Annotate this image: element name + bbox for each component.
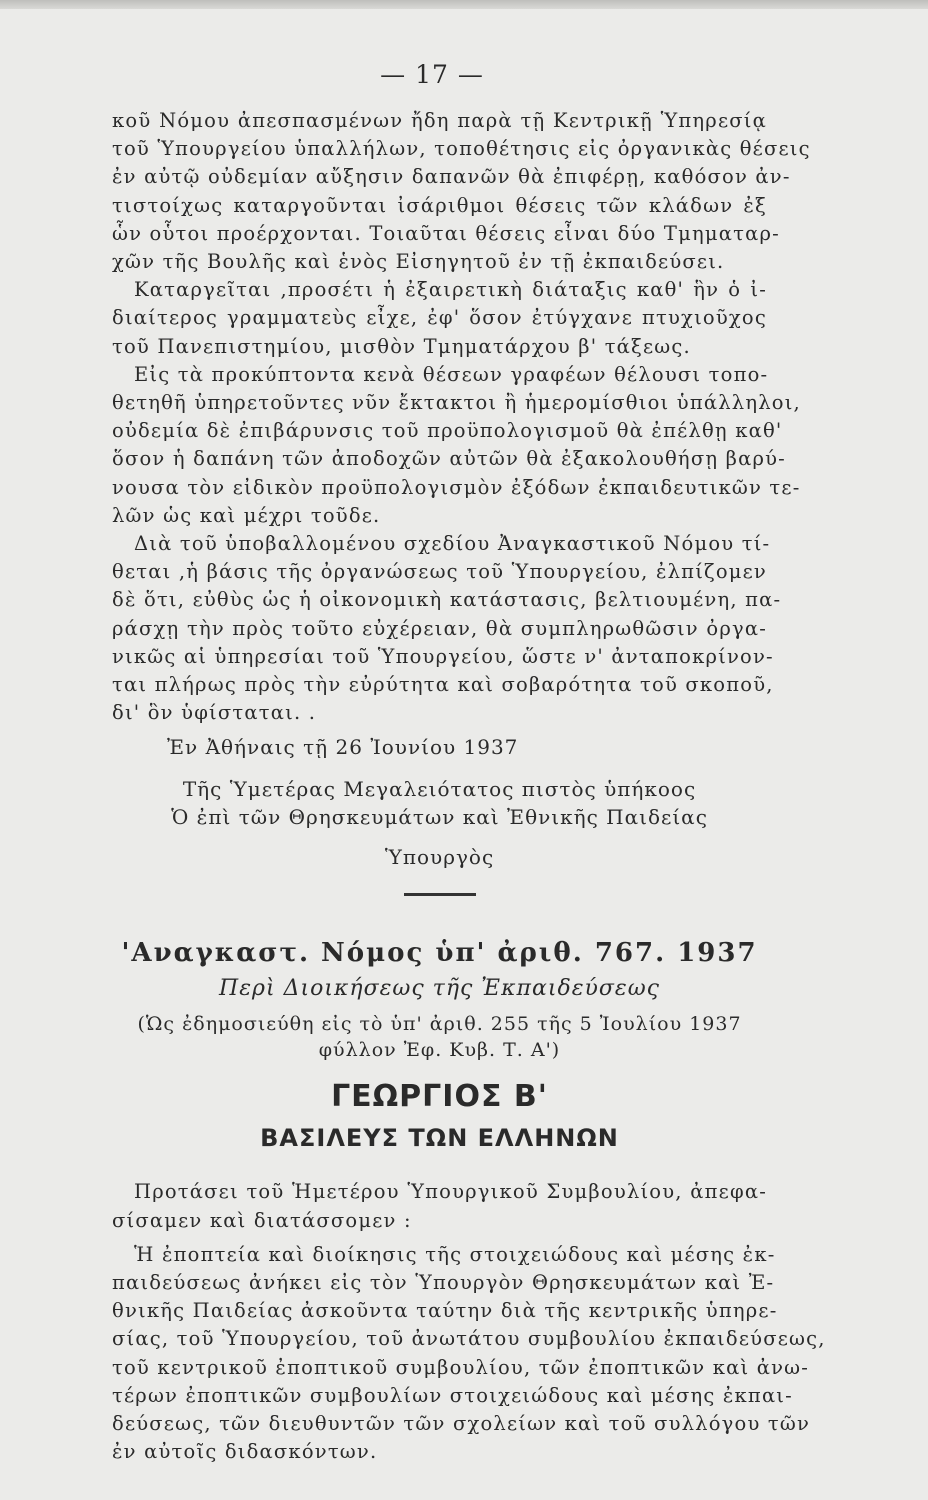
law-subtitle: Περὶ Διοικήσεως τῆς Ἐκπαιδεύσεως — [219, 976, 660, 1002]
text-line: θεται ,ἡ βάσις τῆς ὀργανώσεως τοῦ Ὑπουργείου, ἐλπίζομεν — [112, 560, 767, 584]
paragraph-2 — [112, 276, 767, 361]
text-line: κοῦ Νόμου ἀπεσπασμένων ἤδη παρὰ τῇ Κεντρικῇ Ὑπηρεσίᾳ — [112, 109, 767, 132]
document-page — [112, 60, 826, 1467]
king-title: ΒΑΣΙΛΕΥΣ ΤΩΝ ΕΛΛΗΝΩΝ — [260, 1124, 619, 1153]
king-name: ΓΕΩΡΓΙΟΣ Β' — [331, 1079, 548, 1115]
text-line: Προτάσει τοῦ Ἡμετέρου Ὑπουργικοῦ Συμβουλίου, ἀπεφα- — [134, 1180, 767, 1204]
signature-line: Ὁ ἐπὶ τῶν Θρησκευμάτων καὶ Ἐθνικῆς Παιδείας — [171, 805, 708, 830]
text-line: ράσχῃ τὴν πρὸς τοῦτο εὐχέρειαν, θὰ συμπληρωθῶσιν ὀργα- — [112, 616, 767, 640]
text-line: σίας, τοῦ Ὑπουργείου, τοῦ ἀνωτάτου συμβουλίου ἐκπαιδεύσεως, — [112, 1327, 826, 1351]
text-line: θνικῆς Παιδείας ἀσκοῦντα ταύτην διὰ τῆς κεντρικῆς ὑπηρε- — [112, 1299, 778, 1323]
text-line: τοῦ Ὑπουργείου ὑπαλλήλων, τοποθέτησις εἰς ὀργανικὰς θέσεις — [112, 137, 811, 161]
text-line: νουσα τὸν εἰδικὸν προϋπολογισμὸν ἐξόδων ἐκπαιδευτικῶν τε- — [112, 475, 801, 499]
text-line: ὧν οὗτοι προέρχονται. Τοιαῦται θέσεις εἶναι δύο Τμηματαρ- — [112, 221, 780, 245]
signature-block — [112, 775, 767, 871]
minister-title: Ὑπουργὸς — [384, 845, 495, 870]
text-line: Εἰς τὰ προκύπτοντα κενὰ θέσεων γραφέων θέλουσι τοπο- — [134, 362, 769, 386]
text-line: ἐν αὐτῷ οὐδεμίαν αὔξησιν δαπανῶν θὰ ἐπιφέρῃ, καθόσον ἀν- — [112, 165, 791, 189]
text-line: δὲ ὅτι, εὐθὺς ὡς ἡ οἰκονομικὴ κατάστασις, βελτιουμένη, πα- — [112, 588, 782, 612]
text-line: Καταργεῖται ,προσέτι ἡ ἐξαιρετικὴ διάταξις καθ' ἣν ὁ ἰ- — [134, 278, 767, 302]
text-line: θετηθῆ ὑπηρετοῦντες νῦν ἔκτακτοι ἢ ἡμερομίσθιοι ὑπάλληλοι, — [112, 391, 801, 415]
text-line: χῶν τῆς Βουλῆς καὶ ἑνὸς Εἰσηγητοῦ ἐν τῇ ἐκπαιδεύσει. — [112, 250, 725, 274]
text-line: τοῦ κεντρικοῦ ἐποπτικοῦ συμβουλίου, τῶν ἐποπτικῶν καὶ ἀνω- — [112, 1355, 810, 1379]
text-line: Διὰ τοῦ ὑποβαλλομένου σχεδίου Ἀναγκαστικοῦ Νόμου τί- — [134, 532, 771, 556]
text-line: τέρων ἐποπτικῶν συμβουλίων στοιχειώδους καὶ μέσης ἐκπαι- — [112, 1383, 793, 1407]
text-line: νικῶς αἱ ὑπηρεσίαι τοῦ Ὑπουργείου, ὥστε ν' ἀνταποκρίνον- — [112, 644, 774, 668]
text-line: σίσαμεν καὶ διατάσσομεν : — [112, 1208, 412, 1232]
publication-line: φύλλον Ἐφ. Κυβ. Τ. Α') — [318, 1039, 561, 1062]
paragraph-5 — [112, 1178, 767, 1234]
text-line: Ἡ ἐποπτεία καὶ διοίκησις τῆς στοιχειώδους καὶ μέσης ἐκ- — [134, 1242, 776, 1266]
paragraph-3 — [112, 361, 801, 530]
text-line: δεύσεως, τῶν διευθυντῶν τῶν σχολείων καὶ τοῦ συλλόγου τῶν — [112, 1412, 811, 1436]
section-divider — [404, 893, 476, 896]
text-line: ται πλήρως πρὸς τὴν εὐρύτητα καὶ σοβαρότητα τοῦ σκοποῦ, — [112, 673, 774, 697]
page-top-edge — [0, 0, 928, 9]
text-line: παιδεύσεως ἀνήκει εἰς τὸν Ὑπουργὸν Θρησκευμάτων καὶ Ἐ- — [112, 1271, 775, 1295]
page-number: — 17 — — [380, 60, 484, 89]
text-line: λῶν ὡς καὶ μέχρι τοῦδε. — [112, 503, 381, 527]
text-line: διαίτερος γραμματεὺς εἶχε, ἐφ' ὅσον ἐτύγχανε πτυχιοῦχος — [112, 306, 767, 330]
signature-line: Τῆς Ὑμετέρας Μεγαλειότατος πιστὸς ὑπήκοος — [182, 777, 697, 802]
date-line: Ἐν Ἀθήναις τῇ 26 Ἰουνίου 1937 — [167, 735, 519, 760]
paragraph-6 — [112, 1241, 826, 1467]
text-line: δι' ὃν ὑφίσταται. . — [112, 701, 317, 725]
law-heading: 'Αναγκαστ. Νόμος ὑπ' ἀριθ. 767. 1937 — [121, 938, 758, 969]
paragraph-1 — [112, 107, 811, 276]
text-line: τιστοίχως καταργοῦνται ἰσάριθμοι θέσεις τῶν κλάδων ἐξ — [112, 193, 767, 217]
text-line: ἐν αὐτοῖς διδασκόντων. — [112, 1440, 378, 1464]
paragraph-4 — [112, 530, 782, 727]
text-line: ὅσον ἡ δαπάνη τῶν ἀποδοχῶν αὐτῶν θὰ ἐξακολουθήσῃ βαρύ- — [112, 447, 786, 471]
publication-note — [112, 1011, 767, 1063]
publication-line: (Ὡς ἐδημοσιεύθη εἰς τὸ ὑπ' ἀριθ. 255 τῆς 5 Ἰουλίου 1937 — [137, 1013, 742, 1036]
text-line: τοῦ Πανεπιστημίου, μισθὸν Τμηματάρχου β' τάξεως. — [112, 334, 691, 358]
text-line: οὐδεμία δὲ ἐπιβάρυνσις τοῦ προϋπολογισμοῦ θὰ ἐπέλθῃ καθ' — [112, 419, 783, 443]
